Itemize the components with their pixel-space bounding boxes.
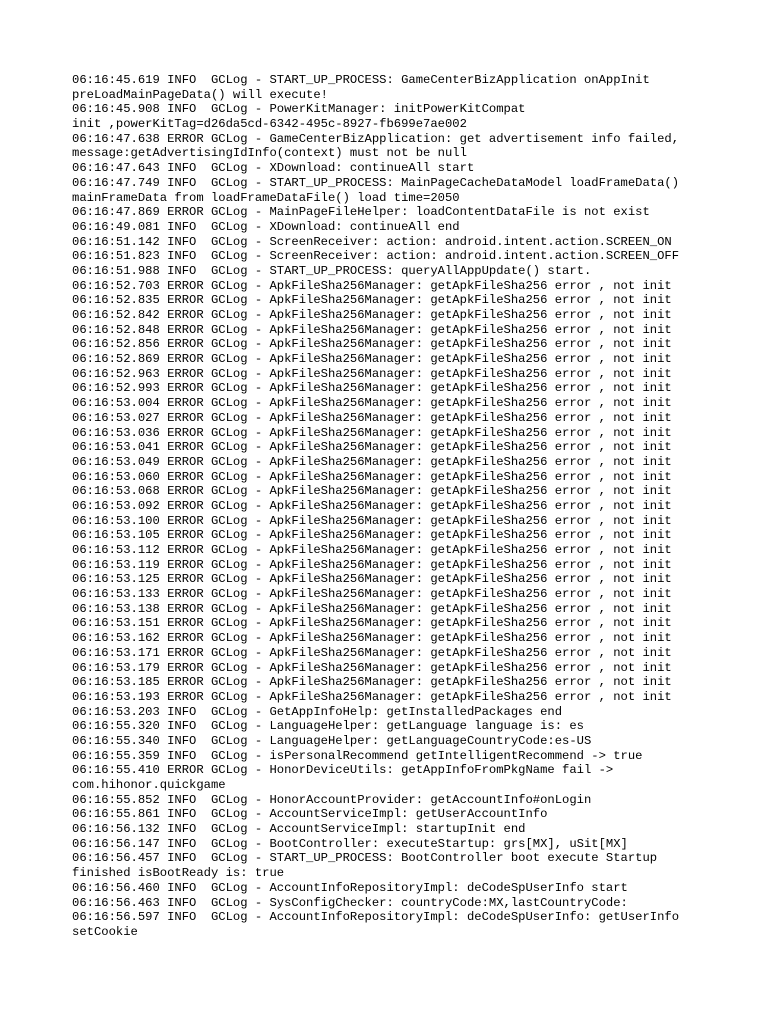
log-line: 06:16:47.749 INFO GCLog - START_UP_PROCESS: MainPageCacheDataModel loadFrameData(): [72, 175, 680, 190]
log-line: 06:16:56.463 INFO GCLog - SysConfigChecker: countryCode:MX,lastCountryCode:: [72, 895, 628, 910]
log-line: 06:16:53.004 ERROR GCLog - ApkFileSha256Manager: getApkFileSha256 error , not init: [72, 396, 672, 411]
log-line: 06:16:52.835 ERROR GCLog - ApkFileSha256Manager: getApkFileSha256 error , not init: [72, 293, 672, 308]
log-line: 06:16:53.185 ERROR GCLog - ApkFileSha256Manager: getApkFileSha256 error , not init: [72, 675, 672, 690]
log-line: 06:16:52.856 ERROR GCLog - ApkFileSha256Manager: getApkFileSha256 error , not init: [72, 337, 672, 352]
log-line: 06:16:56.460 INFO GCLog - AccountInfoRepositoryImpl: deCodeSpUserInfo start: [72, 880, 628, 895]
log-line: 06:16:53.100 ERROR GCLog - ApkFileSha256Manager: getApkFileSha256 error , not init: [72, 513, 672, 528]
log-line: 06:16:53.060 ERROR GCLog - ApkFileSha256Manager: getApkFileSha256 error , not init: [72, 469, 672, 484]
log-line: 06:16:51.823 INFO GCLog - ScreenReceiver: action: android.intent.action.SCREEN_OFF: [72, 249, 680, 264]
log-line: 06:16:53.203 INFO GCLog - GetAppInfoHelp: getInstalledPackages end: [72, 704, 563, 719]
log-line: 06:16:53.119 ERROR GCLog - ApkFileSha256Manager: getApkFileSha256 error , not init: [72, 557, 672, 572]
log-line: mainFrameData from loadFrameDataFile() load time=2050: [72, 190, 460, 205]
log-line: 06:16:53.036 ERROR GCLog - ApkFileSha256Manager: getApkFileSha256 error , not init: [72, 425, 672, 440]
log-line: 06:16:53.068 ERROR GCLog - ApkFileSha256Manager: getApkFileSha256 error , not init: [72, 484, 672, 499]
log-line: message:getAdvertisingIdInfo(context) must not be null: [72, 146, 467, 161]
log-line: 06:16:55.410 ERROR GCLog - HonorDeviceUtils: getAppInfoFromPkgName fail ->: [72, 763, 614, 778]
log-line: 06:16:55.340 INFO GCLog - LanguageHelper: getLanguageCountryCode:es-US: [72, 733, 592, 748]
log-line: preLoadMainPageData() will execute!: [72, 87, 328, 102]
log-line: 06:16:45.619 INFO GCLog - START_UP_PROCESS: GameCenterBizApplication onAppInit: [72, 73, 650, 87]
log-line: 06:16:49.081 INFO GCLog - XDownload: continueAll end: [72, 219, 460, 234]
log-line: 06:16:53.049 ERROR GCLog - ApkFileSha256Manager: getApkFileSha256 error , not init: [72, 454, 672, 469]
document-page: [72, 73, 732, 940]
log-line: 06:16:52.963 ERROR GCLog - ApkFileSha256Manager: getApkFileSha256 error , not init: [72, 366, 672, 381]
log-line: 06:16:52.703 ERROR GCLog - ApkFileSha256Manager: getApkFileSha256 error , not init: [72, 278, 672, 293]
log-line: 06:16:52.993 ERROR GCLog - ApkFileSha256Manager: getApkFileSha256 error , not init: [72, 381, 672, 396]
log-line: 06:16:52.869 ERROR GCLog - ApkFileSha256Manager: getApkFileSha256 error , not init: [72, 352, 672, 367]
log-line: 06:16:45.908 INFO GCLog - PowerKitManager: initPowerKitCompat: [72, 102, 526, 117]
log-line: 06:16:55.861 INFO GCLog - AccountServiceImpl: getUserAccountInfo: [72, 807, 548, 822]
log-line: 06:16:53.112 ERROR GCLog - ApkFileSha256Manager: getApkFileSha256 error , not init: [72, 543, 672, 557]
log-line: 06:16:56.147 INFO GCLog - BootController: executeStartup: grs[MX], uSit[MX]: [72, 836, 628, 851]
log-line: 06:16:53.151 ERROR GCLog - ApkFileSha256Manager: getApkFileSha256 error , not init: [72, 616, 672, 631]
log-line: 06:16:56.132 INFO GCLog - AccountServiceImpl: startupInit end: [72, 822, 526, 837]
log-line: 06:16:53.105 ERROR GCLog - ApkFileSha256Manager: getApkFileSha256 error , not init: [72, 528, 672, 543]
log-line: 06:16:55.320 INFO GCLog - LanguageHelper: getLanguage language is: es: [72, 719, 584, 734]
log-line: 06:16:53.041 ERROR GCLog - ApkFileSha256Manager: getApkFileSha256 error , not init: [72, 440, 672, 455]
log-line: 06:16:53.162 ERROR GCLog - ApkFileSha256Manager: getApkFileSha256 error , not init: [72, 631, 672, 646]
log-line: 06:16:55.359 INFO GCLog - isPersonalRecommend getIntelligentRecommend -> true: [72, 748, 643, 763]
log-line: 06:16:51.142 INFO GCLog - ScreenReceiver: action: android.intent.action.SCREEN_ON: [72, 234, 672, 249]
log-line: 06:16:53.171 ERROR GCLog - ApkFileSha256Manager: getApkFileSha256 error , not init: [72, 645, 672, 660]
log-line: 06:16:52.842 ERROR GCLog - ApkFileSha256Manager: getApkFileSha256 error , not init: [72, 308, 672, 322]
log-text-block: [72, 73, 732, 940]
log-line: 06:16:53.133 ERROR GCLog - ApkFileSha256Manager: getApkFileSha256 error , not init: [72, 587, 672, 602]
log-line: 06:16:53.125 ERROR GCLog - ApkFileSha256Manager: getApkFileSha256 error , not init: [72, 572, 672, 587]
log-line: 06:16:47.869 ERROR GCLog - MainPageFileHelper: loadContentDataFile is not exist: [72, 205, 650, 220]
log-line: com.hihonor.quickgame: [72, 778, 226, 792]
log-line: 06:16:53.092 ERROR GCLog - ApkFileSha256Manager: getApkFileSha256 error , not init: [72, 498, 672, 513]
log-line: 06:16:56.597 INFO GCLog - AccountInfoRepositoryImpl: deCodeSpUserInfo: getUserInfo: [72, 910, 680, 925]
log-line: 06:16:53.027 ERROR GCLog - ApkFileSha256Manager: getApkFileSha256 error , not init: [72, 410, 672, 425]
log-line: 06:16:53.179 ERROR GCLog - ApkFileSha256Manager: getApkFileSha256 error , not init: [72, 660, 672, 675]
log-line: setCookie: [72, 924, 138, 939]
log-line: 06:16:52.848 ERROR GCLog - ApkFileSha256Manager: getApkFileSha256 error , not init: [72, 322, 672, 337]
log-line: 06:16:47.643 INFO GCLog - XDownload: continueAll start: [72, 161, 475, 176]
log-line: 06:16:56.457 INFO GCLog - START_UP_PROCESS: BootController boot execute Startup: [72, 851, 658, 866]
log-line: 06:16:47.638 ERROR GCLog - GameCenterBizApplication: get advertisement info failed,: [72, 131, 680, 146]
log-line: init ,powerKitTag=d26da5cd-6342-495c-8927-fb699e7ae002: [72, 117, 467, 132]
log-line: finished isBootReady is: true: [72, 866, 285, 881]
log-line: 06:16:53.193 ERROR GCLog - ApkFileSha256Manager: getApkFileSha256 error , not init: [72, 689, 672, 704]
log-line: 06:16:55.852 INFO GCLog - HonorAccountProvider: getAccountInfo#onLogin: [72, 792, 592, 807]
log-line: 06:16:51.988 INFO GCLog - START_UP_PROCESS: queryAllAppUpdate() start.: [72, 263, 592, 278]
log-line: 06:16:53.138 ERROR GCLog - ApkFileSha256Manager: getApkFileSha256 error , not init: [72, 601, 672, 616]
